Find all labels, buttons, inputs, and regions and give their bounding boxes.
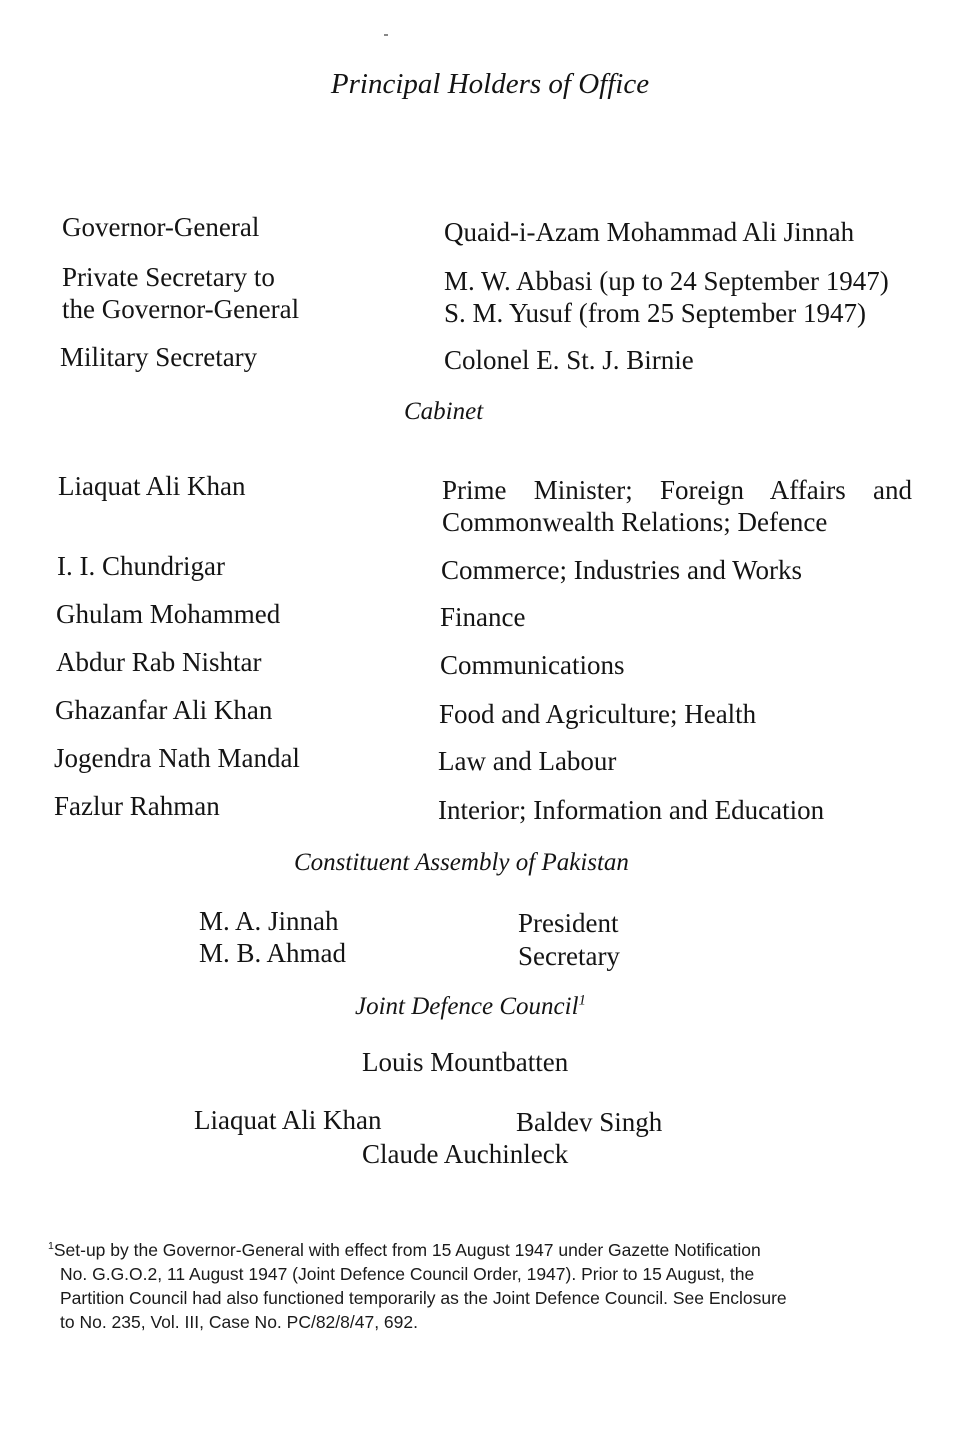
footnote-line: No. G.G.O.2, 11 August 1947 (Joint Defence Council Order, 1947). Prior to 15 August, the	[60, 1264, 755, 1284]
cabinet-portfolio: Interior; Information and Education	[438, 795, 825, 825]
holder-private-secretary-2: S. M. Yusuf (from 25 September 1947)	[444, 298, 866, 328]
office-private-secretary-line2: the Governor-General	[62, 294, 300, 324]
holder-private-secretary-1: M. W. Abbasi (up to 24 September 1947)	[444, 266, 889, 296]
footnote-reference: 1	[578, 992, 587, 1009]
office-governor-general: Governor-General	[62, 212, 260, 242]
assembly-heading: Constituent Assembly of Pakistan	[294, 849, 629, 876]
page-title: Principal Holders of Office	[330, 68, 650, 100]
cabinet-portfolio: Prime Minister; Foreign Affairs and	[442, 475, 912, 505]
footnote-mark: 1	[48, 1240, 54, 1253]
defence-council-member: Claude Auchinleck	[362, 1139, 569, 1169]
defence-council-chair: Louis Mountbatten	[362, 1047, 569, 1077]
holder-governor-general: Quaid-i-Azam Mohammad Ali Jinnah	[444, 217, 855, 247]
holder-military-secretary: Colonel E. St. J. Birnie	[444, 345, 694, 375]
office-private-secretary-line1: Private Secretary to	[62, 262, 275, 292]
assembly-member-role: Secretary	[518, 941, 620, 971]
footnote-line	[48, 1238, 910, 1262]
cabinet-member-name: Ghulam Mohammed	[56, 599, 281, 629]
cabinet-portfolio: Food and Agriculture; Health	[439, 699, 757, 729]
defence-council-member: Liaquat Ali Khan	[194, 1105, 382, 1135]
footnote-line: Partition Council had also functioned temporarily as the Joint Defence Council. See Enclosure	[60, 1288, 787, 1308]
cabinet-portfolio: Law and Labour	[438, 746, 617, 776]
defence-council-member: Baldev Singh	[516, 1107, 663, 1137]
cabinet-member-name: Abdur Rab Nishtar	[56, 647, 262, 677]
cabinet-portfolio: Commerce; Industries and Works	[441, 555, 803, 585]
footnote-line: to No. 235, Vol. III, Case No. PC/82/8/47, 692.	[60, 1312, 418, 1332]
assembly-member-name: M. A. Jinnah	[199, 906, 339, 936]
cabinet-portfolio-line2: Commonwealth Relations; Defence	[442, 507, 828, 537]
cabinet-member-name: Fazlur Rahman	[54, 791, 220, 821]
assembly-member-name: M. B. Ahmad	[199, 938, 347, 968]
office-military-secretary: Military Secretary	[60, 342, 258, 372]
scan-mark	[384, 34, 388, 36]
defence-council-heading-text: Joint Defence Council	[355, 993, 579, 1020]
footnote-text: Set-up by the Governor-General with effect from 15 August 1947 under Gazette Notification	[53, 1240, 761, 1260]
cabinet-portfolio: Communications	[440, 650, 625, 680]
cabinet-member-name: Ghazanfar Ali Khan	[55, 695, 273, 725]
cabinet-member-name: Liaquat Ali Khan	[58, 471, 246, 501]
cabinet-member-name: I. I. Chundrigar	[57, 551, 225, 581]
defence-council-heading	[355, 993, 586, 1021]
cabinet-heading: Cabinet	[404, 398, 484, 425]
assembly-member-role: President	[518, 908, 619, 938]
cabinet-member-name: Jogendra Nath Mandal	[54, 743, 300, 773]
footnote	[48, 1238, 910, 1334]
cabinet-portfolio: Finance	[440, 602, 526, 632]
